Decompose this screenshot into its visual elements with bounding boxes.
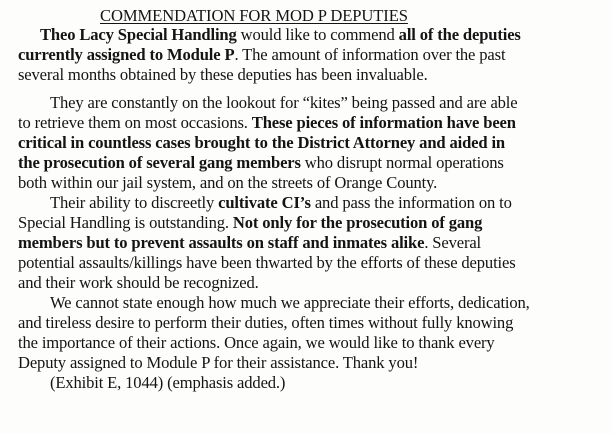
bold-text-segment: the prosecution of several gang members [18, 153, 301, 172]
text-line [18, 113, 516, 133]
text-segment: Special Handling is outstanding. [18, 213, 233, 232]
text-line [18, 253, 516, 273]
text-line [18, 45, 505, 65]
text-segment: who disrupt normal operations [300, 153, 504, 172]
text-segment: both within our jail system, and on the streets of Orange County. [18, 173, 438, 192]
text-line [18, 333, 495, 353]
text-line [18, 273, 259, 293]
text-line [18, 233, 481, 253]
text-segment: . The amount of information over the past [234, 45, 506, 64]
text-segment: (Exhibit E, 1044) (emphasis added.) [50, 373, 286, 392]
text-segment: the importance of their actions. Once again, we would like to thank every [18, 333, 495, 352]
text-line [50, 293, 530, 313]
text-segment: Their ability to discreetly [50, 193, 219, 212]
bold-text-segment: cultivate CI’s [218, 193, 311, 212]
text-segment: Deputy assigned to Module P for their assistance. Thank you! [18, 353, 419, 372]
text-line [18, 353, 418, 373]
text-segment: and tireless desire to perform their duties, often times without fully knowing [18, 313, 514, 332]
bold-text-segment: all of the deputies [398, 25, 521, 44]
text-line [50, 373, 285, 393]
bold-text-segment: These pieces of information have been [251, 113, 516, 132]
text-line [18, 213, 482, 233]
text-line [18, 133, 505, 153]
text-segment: . Several [424, 233, 482, 252]
text-segment: potential assaults/killings have been thwarted by the efforts of these deputies [18, 253, 516, 272]
text-segment: several months obtained by these deputies has been invaluable. [18, 65, 428, 84]
bold-text-segment: critical in countless cases brought to the District Attorney and aided in [18, 133, 506, 152]
text-segment: We cannot state enough how much we appreciate their efforts, dedication, [50, 293, 530, 312]
text-line [18, 65, 428, 85]
text-line [18, 173, 437, 193]
bold-text-segment: members but to prevent assaults on staff and inmates alike [18, 233, 425, 252]
bold-text-segment: Theo Lacy Special Handling [40, 25, 237, 44]
document-title: COMMENDATION FOR MOD P DEPUTIES [100, 6, 408, 25]
text-line [50, 193, 512, 213]
text-line [18, 313, 513, 333]
text-line [18, 153, 504, 173]
bold-text-segment: currently assigned to Module P [18, 45, 235, 64]
text-segment: They are constantly on the lookout for “kites” being passed and are able [50, 93, 518, 112]
text-segment: would like to commend [236, 25, 399, 44]
text-line [40, 25, 521, 45]
text-line [50, 93, 518, 113]
text-segment: to retrieve them on most occasions. [18, 113, 252, 132]
text-segment: and their work should be recognized. [18, 273, 259, 292]
text-segment: and pass the information on to [310, 193, 512, 212]
bold-text-segment: Not only for the prosecution of gang [232, 213, 483, 232]
